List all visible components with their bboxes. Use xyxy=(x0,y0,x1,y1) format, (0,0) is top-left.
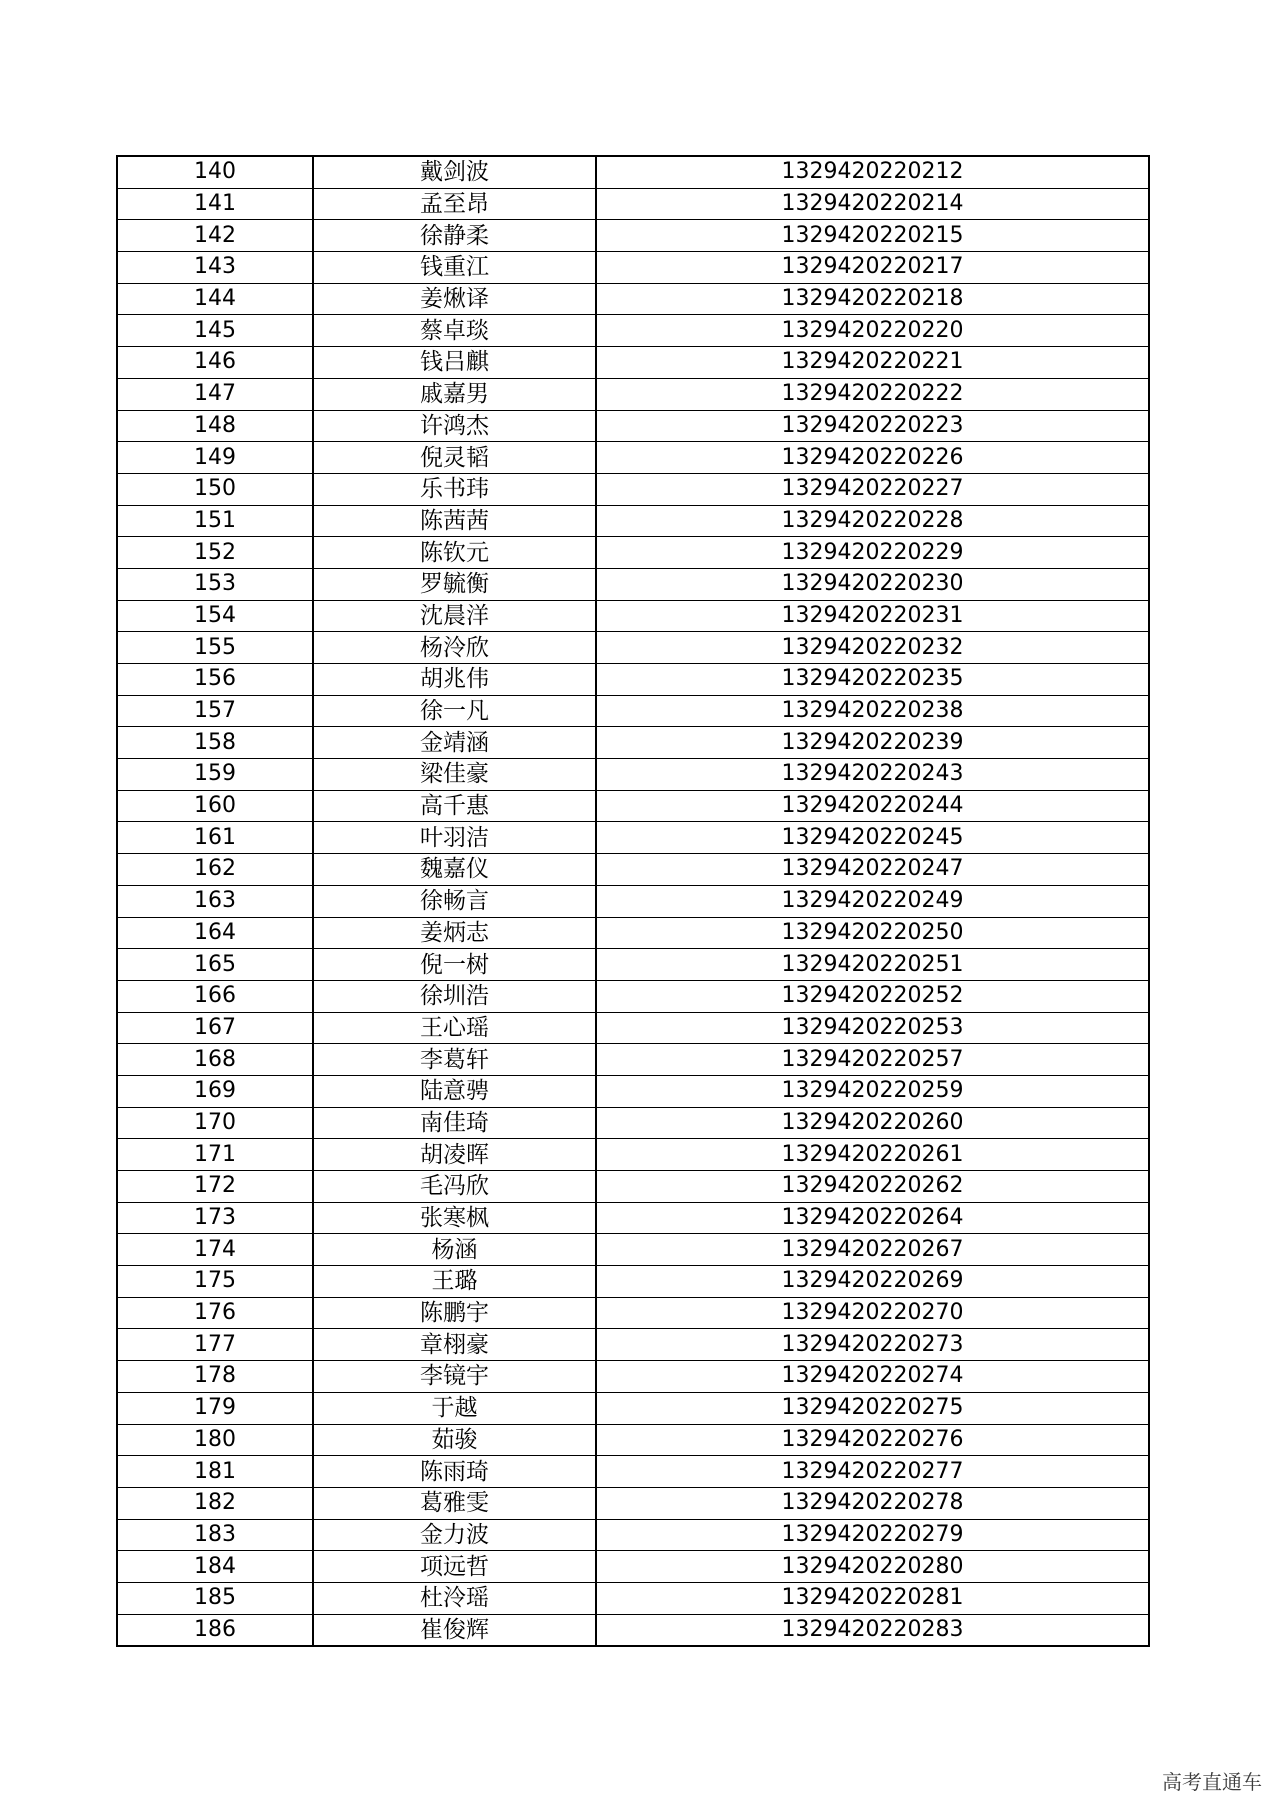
table-row xyxy=(117,1266,1149,1298)
table-row xyxy=(117,1139,1149,1171)
student-name-cell: 杨涵 xyxy=(313,1234,596,1266)
exam-number-cell: 1329420220269 xyxy=(596,1266,1149,1298)
student-name-cell: 乐书玮 xyxy=(313,473,596,505)
table-row xyxy=(117,1297,1149,1329)
student-name-cell: 陆意骋 xyxy=(313,1075,596,1107)
exam-number-cell: 1329420220283 xyxy=(596,1614,1149,1646)
table-row xyxy=(117,1075,1149,1107)
exam-number-cell: 1329420220261 xyxy=(596,1139,1149,1171)
row-index-cell: 167 xyxy=(117,1012,313,1044)
row-index-cell: 147 xyxy=(117,378,313,410)
row-index-cell: 171 xyxy=(117,1139,313,1171)
student-name-cell: 胡兆伟 xyxy=(313,664,596,696)
row-index-cell: 181 xyxy=(117,1456,313,1488)
table-row xyxy=(117,1329,1149,1361)
table-row xyxy=(117,1487,1149,1519)
row-index-cell: 142 xyxy=(117,220,313,252)
exam-number-cell: 1329420220244 xyxy=(596,790,1149,822)
exam-number-cell: 1329420220238 xyxy=(596,695,1149,727)
row-index-cell: 179 xyxy=(117,1392,313,1424)
table-row xyxy=(117,1456,1149,1488)
exam-number-cell: 1329420220262 xyxy=(596,1171,1149,1203)
student-name-cell: 陈钦元 xyxy=(313,537,596,569)
exam-number-cell: 1329420220212 xyxy=(596,156,1149,188)
table-row xyxy=(117,1171,1149,1203)
student-name-cell: 王心瑶 xyxy=(313,1012,596,1044)
student-name-cell: 魏嘉仪 xyxy=(313,854,596,886)
row-index-cell: 140 xyxy=(117,156,313,188)
table-row xyxy=(117,568,1149,600)
student-name-cell: 孟至昂 xyxy=(313,188,596,220)
row-index-cell: 146 xyxy=(117,347,313,379)
table-row xyxy=(117,1551,1149,1583)
exam-number-cell: 1329420220277 xyxy=(596,1456,1149,1488)
table-row xyxy=(117,378,1149,410)
student-name-cell: 蔡卓琰 xyxy=(313,315,596,347)
table-row xyxy=(117,347,1149,379)
row-index-cell: 184 xyxy=(117,1551,313,1583)
student-name-cell: 张寒枫 xyxy=(313,1202,596,1234)
row-index-cell: 178 xyxy=(117,1361,313,1393)
table-row xyxy=(117,252,1149,284)
table-row xyxy=(117,283,1149,315)
row-index-cell: 163 xyxy=(117,885,313,917)
row-index-cell: 174 xyxy=(117,1234,313,1266)
table-row xyxy=(117,949,1149,981)
table-row xyxy=(117,188,1149,220)
exam-number-cell: 1329420220276 xyxy=(596,1424,1149,1456)
exam-number-cell: 1329420220220 xyxy=(596,315,1149,347)
student-name-cell: 沈晨洋 xyxy=(313,600,596,632)
table-row xyxy=(117,1519,1149,1551)
exam-number-cell: 1329420220235 xyxy=(596,664,1149,696)
row-index-cell: 176 xyxy=(117,1297,313,1329)
table-row xyxy=(117,410,1149,442)
student-name-cell: 陈鹏宇 xyxy=(313,1297,596,1329)
row-index-cell: 170 xyxy=(117,1107,313,1139)
exam-number-cell: 1329420220222 xyxy=(596,378,1149,410)
student-name-cell: 徐圳浩 xyxy=(313,980,596,1012)
exam-number-cell: 1329420220227 xyxy=(596,473,1149,505)
exam-number-cell: 1329420220228 xyxy=(596,505,1149,537)
row-index-cell: 165 xyxy=(117,949,313,981)
row-index-cell: 175 xyxy=(117,1266,313,1298)
student-list-body xyxy=(117,156,1149,1646)
table-row xyxy=(117,822,1149,854)
exam-number-cell: 1329420220229 xyxy=(596,537,1149,569)
exam-number-cell: 1329420220218 xyxy=(596,283,1149,315)
student-name-cell: 项远哲 xyxy=(313,1551,596,1583)
student-name-cell: 姜煍译 xyxy=(313,283,596,315)
exam-number-cell: 1329420220221 xyxy=(596,347,1149,379)
student-name-cell: 戴剑波 xyxy=(313,156,596,188)
student-name-cell: 陈雨琦 xyxy=(313,1456,596,1488)
row-index-cell: 156 xyxy=(117,664,313,696)
table-row xyxy=(117,1044,1149,1076)
table-row xyxy=(117,1582,1149,1614)
student-name-cell: 胡凌晖 xyxy=(313,1139,596,1171)
row-index-cell: 161 xyxy=(117,822,313,854)
row-index-cell: 155 xyxy=(117,632,313,664)
row-index-cell: 158 xyxy=(117,727,313,759)
exam-number-cell: 1329420220278 xyxy=(596,1487,1149,1519)
student-name-cell: 南佳琦 xyxy=(313,1107,596,1139)
table-row xyxy=(117,1614,1149,1646)
table-row xyxy=(117,600,1149,632)
table-row xyxy=(117,1392,1149,1424)
table-row xyxy=(117,854,1149,886)
table-row xyxy=(117,1202,1149,1234)
row-index-cell: 164 xyxy=(117,917,313,949)
student-name-cell: 叶羽洁 xyxy=(313,822,596,854)
exam-number-cell: 1329420220243 xyxy=(596,759,1149,791)
row-index-cell: 166 xyxy=(117,980,313,1012)
table-row xyxy=(117,537,1149,569)
row-index-cell: 185 xyxy=(117,1582,313,1614)
exam-number-cell: 1329420220214 xyxy=(596,188,1149,220)
student-name-cell: 杜泠瑶 xyxy=(313,1582,596,1614)
table-row xyxy=(117,473,1149,505)
student-name-cell: 钱重江 xyxy=(313,252,596,284)
student-name-cell: 毛冯欣 xyxy=(313,1171,596,1203)
student-name-cell: 葛雅雯 xyxy=(313,1487,596,1519)
exam-number-cell: 1329420220232 xyxy=(596,632,1149,664)
student-name-cell: 杨泠欣 xyxy=(313,632,596,664)
exam-number-cell: 1329420220239 xyxy=(596,727,1149,759)
table-row xyxy=(117,1107,1149,1139)
student-name-cell: 金靖涵 xyxy=(313,727,596,759)
exam-number-cell: 1329420220280 xyxy=(596,1551,1149,1583)
student-name-cell: 陈茜茜 xyxy=(313,505,596,537)
student-name-cell: 戚嘉男 xyxy=(313,378,596,410)
row-index-cell: 148 xyxy=(117,410,313,442)
row-index-cell: 159 xyxy=(117,759,313,791)
row-index-cell: 186 xyxy=(117,1614,313,1646)
student-name-cell: 姜炳志 xyxy=(313,917,596,949)
student-name-cell: 李葛轩 xyxy=(313,1044,596,1076)
row-index-cell: 143 xyxy=(117,252,313,284)
exam-number-cell: 1329420220249 xyxy=(596,885,1149,917)
table-row xyxy=(117,156,1149,188)
student-name-cell: 倪一树 xyxy=(313,949,596,981)
table-row xyxy=(117,1012,1149,1044)
row-index-cell: 154 xyxy=(117,600,313,632)
row-index-cell: 152 xyxy=(117,537,313,569)
exam-number-cell: 1329420220250 xyxy=(596,917,1149,949)
student-name-cell: 王璐 xyxy=(313,1266,596,1298)
student-name-cell: 钱吕麒 xyxy=(313,347,596,379)
watermark-text: 高考直通车 xyxy=(1162,1770,1262,1794)
exam-number-cell: 1329420220223 xyxy=(596,410,1149,442)
exam-number-cell: 1329420220267 xyxy=(596,1234,1149,1266)
student-name-cell: 徐畅言 xyxy=(313,885,596,917)
exam-number-cell: 1329420220270 xyxy=(596,1297,1149,1329)
exam-number-cell: 1329420220281 xyxy=(596,1582,1149,1614)
row-index-cell: 177 xyxy=(117,1329,313,1361)
row-index-cell: 151 xyxy=(117,505,313,537)
exam-number-cell: 1329420220279 xyxy=(596,1519,1149,1551)
student-name-cell: 金力波 xyxy=(313,1519,596,1551)
row-index-cell: 180 xyxy=(117,1424,313,1456)
table-row xyxy=(117,632,1149,664)
student-name-cell: 梁佳豪 xyxy=(313,759,596,791)
table-row xyxy=(117,917,1149,949)
student-name-cell: 于越 xyxy=(313,1392,596,1424)
row-index-cell: 145 xyxy=(117,315,313,347)
student-name-cell: 章栩豪 xyxy=(313,1329,596,1361)
row-index-cell: 182 xyxy=(117,1487,313,1519)
row-index-cell: 168 xyxy=(117,1044,313,1076)
table-row xyxy=(117,790,1149,822)
exam-number-cell: 1329420220251 xyxy=(596,949,1149,981)
student-name-cell: 李镜宇 xyxy=(313,1361,596,1393)
row-index-cell: 169 xyxy=(117,1075,313,1107)
table-row xyxy=(117,727,1149,759)
exam-number-cell: 1329420220217 xyxy=(596,252,1149,284)
row-index-cell: 141 xyxy=(117,188,313,220)
student-name-cell: 倪灵韬 xyxy=(313,442,596,474)
exam-number-cell: 1329420220259 xyxy=(596,1075,1149,1107)
table-row xyxy=(117,505,1149,537)
table-row xyxy=(117,695,1149,727)
table-row xyxy=(117,1234,1149,1266)
student-name-cell: 崔俊辉 xyxy=(313,1614,596,1646)
student-name-cell: 茹骏 xyxy=(313,1424,596,1456)
row-index-cell: 183 xyxy=(117,1519,313,1551)
table-row xyxy=(117,442,1149,474)
row-index-cell: 160 xyxy=(117,790,313,822)
row-index-cell: 144 xyxy=(117,283,313,315)
row-index-cell: 172 xyxy=(117,1171,313,1203)
exam-number-cell: 1329420220231 xyxy=(596,600,1149,632)
exam-number-cell: 1329420220257 xyxy=(596,1044,1149,1076)
student-name-cell: 高千惠 xyxy=(313,790,596,822)
exam-number-cell: 1329420220273 xyxy=(596,1329,1149,1361)
exam-number-cell: 1329420220226 xyxy=(596,442,1149,474)
row-index-cell: 149 xyxy=(117,442,313,474)
student-name-cell: 罗毓衡 xyxy=(313,568,596,600)
row-index-cell: 150 xyxy=(117,473,313,505)
exam-number-cell: 1329420220253 xyxy=(596,1012,1149,1044)
exam-number-cell: 1329420220275 xyxy=(596,1392,1149,1424)
table-row xyxy=(117,980,1149,1012)
student-name-cell: 徐静柔 xyxy=(313,220,596,252)
row-index-cell: 157 xyxy=(117,695,313,727)
table-row xyxy=(117,1361,1149,1393)
table-row xyxy=(117,759,1149,791)
student-list-table xyxy=(116,155,1150,1647)
exam-number-cell: 1329420220274 xyxy=(596,1361,1149,1393)
exam-number-cell: 1329420220264 xyxy=(596,1202,1149,1234)
student-name-cell: 许鸿杰 xyxy=(313,410,596,442)
exam-number-cell: 1329420220215 xyxy=(596,220,1149,252)
table-row xyxy=(117,315,1149,347)
table-row xyxy=(117,664,1149,696)
exam-number-cell: 1329420220260 xyxy=(596,1107,1149,1139)
table-row xyxy=(117,220,1149,252)
student-name-cell: 徐一凡 xyxy=(313,695,596,727)
exam-number-cell: 1329420220252 xyxy=(596,980,1149,1012)
table-row xyxy=(117,885,1149,917)
row-index-cell: 173 xyxy=(117,1202,313,1234)
table-row xyxy=(117,1424,1149,1456)
exam-number-cell: 1329420220245 xyxy=(596,822,1149,854)
row-index-cell: 153 xyxy=(117,568,313,600)
exam-number-cell: 1329420220230 xyxy=(596,568,1149,600)
row-index-cell: 162 xyxy=(117,854,313,886)
exam-number-cell: 1329420220247 xyxy=(596,854,1149,886)
